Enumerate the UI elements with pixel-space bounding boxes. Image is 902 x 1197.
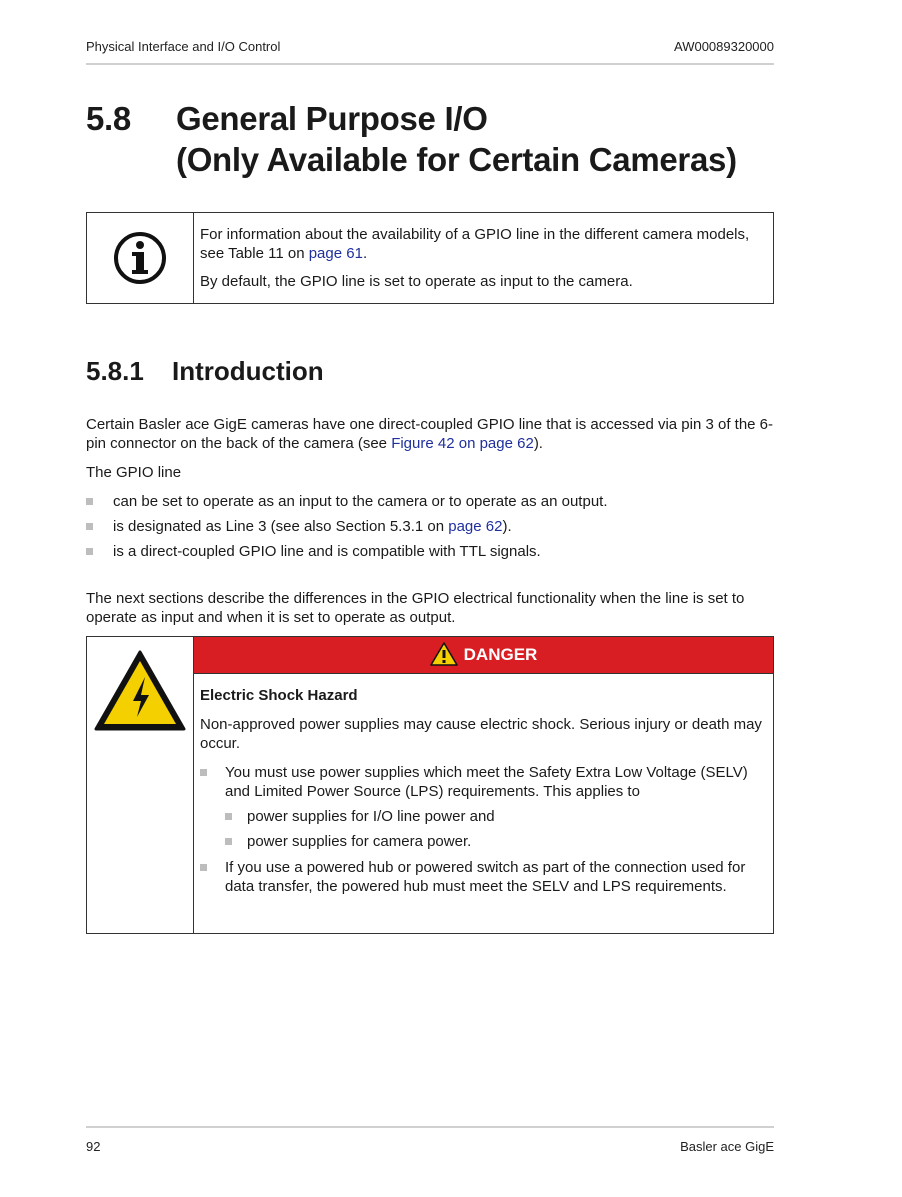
subsection-title: Introduction xyxy=(172,356,324,386)
danger-header xyxy=(194,637,773,674)
intro-paragraph-3: The next sections describe the differences in the GPIO electrical functionality when the line is set to operate as input and when it is set to operate as output. xyxy=(86,590,745,626)
danger-title: Electric Shock Hazard xyxy=(200,687,358,704)
section-title-line2: (Only Available for Certain Cameras) xyxy=(176,141,737,178)
list-item: can be set to operate as an input to the camera or to operate as an output. xyxy=(86,492,774,517)
bullet-square-icon xyxy=(86,548,93,555)
gpio-bullet-list xyxy=(86,492,774,567)
header-rule xyxy=(86,63,774,65)
figure-42-link[interactable]: Figure 42 on page 62 xyxy=(391,435,534,452)
bullet-square-icon xyxy=(86,498,93,505)
list-item: is designated as Line 3 (see also Section 5.3.1 on page 62). xyxy=(86,517,774,542)
section-title-line1: General Purpose I/O xyxy=(176,100,488,137)
page-61-link[interactable]: page 61 xyxy=(308,245,363,262)
list-item: You must use power supplies which meet the Safety Extra Low Voltage (SELV) and Limited Power Source (LPS) requirements. This applies to power supplies for I/O line power and power supplies for camera power. xyxy=(200,763,763,851)
danger-text: Non-approved power supplies may cause electric shock. Serious injury or death may occur. xyxy=(200,716,762,752)
bullet-square-icon xyxy=(86,523,93,530)
danger-icon-cell xyxy=(87,637,194,933)
subsection-number: 5.8.1 xyxy=(86,356,144,386)
electric-shock-warning-icon xyxy=(93,649,187,733)
info-paragraph-1: For information about the availability of a GPIO line in the different camera models, see Table 11 on page 61. xyxy=(200,226,750,262)
page-number: 92 xyxy=(86,1139,101,1154)
list-item: is a direct-coupled GPIO line and is compatible with TTL signals. xyxy=(86,542,774,567)
danger-body xyxy=(194,674,773,896)
warning-triangle-icon xyxy=(430,642,458,666)
info-icon-cell xyxy=(87,213,194,303)
section-number: 5.8 xyxy=(86,100,131,137)
intro-paragraph-2: The GPIO line xyxy=(86,464,182,481)
info-text xyxy=(194,213,773,303)
list-item: If you use a powered hub or powered switch as part of the connection used for data transfer, the powered hub must meet the SELV and LPS requirements. xyxy=(200,858,763,896)
page-header-right: AW00089320000 xyxy=(674,39,774,54)
bullet-square-icon xyxy=(200,864,207,871)
info-paragraph-2: By default, the GPIO line is set to operate as input to the camera. xyxy=(200,273,633,290)
page-62-link[interactable]: page 62 xyxy=(448,518,503,535)
bullet-square-icon xyxy=(225,813,232,820)
intro-paragraph-1: Certain Basler ace GigE cameras have one direct-coupled GPIO line that is accessed via pin 3 of the 6-pin connector on the back of the camera (see Figure 42 on page 62). xyxy=(86,416,774,452)
list-item: power supplies for I/O line power and xyxy=(225,807,763,826)
list-item: power supplies for camera power. xyxy=(225,832,763,851)
danger-content xyxy=(194,637,773,933)
footer-rule xyxy=(86,1126,774,1128)
danger-list xyxy=(200,763,763,896)
product-name: Basler ace GigE xyxy=(680,1139,774,1154)
bullet-square-icon xyxy=(225,838,232,845)
danger-sublist xyxy=(225,807,763,851)
info-circle-icon xyxy=(112,230,168,286)
page-header-left: Physical Interface and I/O Control xyxy=(86,39,281,54)
danger-label: DANGER xyxy=(463,645,538,664)
danger-box xyxy=(86,636,774,934)
bullet-square-icon xyxy=(200,769,207,776)
info-note-box xyxy=(86,212,774,304)
